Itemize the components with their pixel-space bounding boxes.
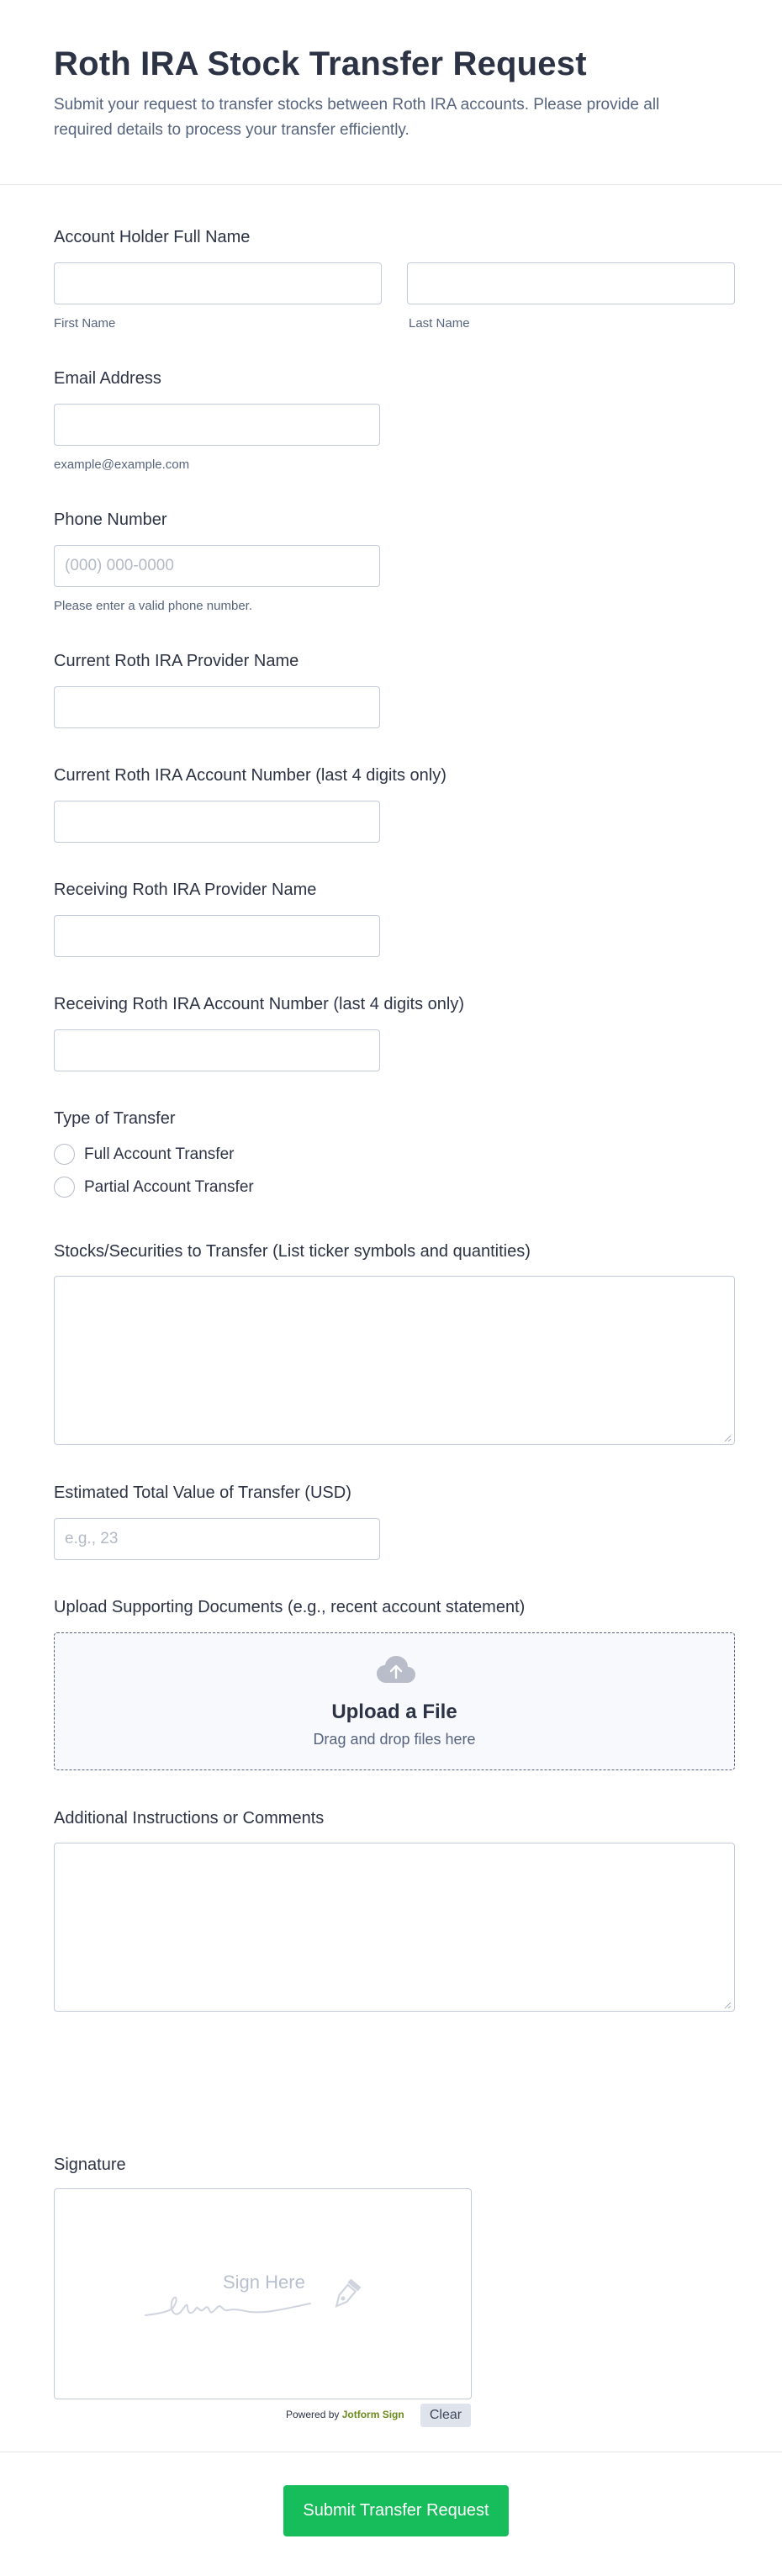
radio-option-label: Partial Account Transfer xyxy=(84,1177,254,1196)
receiving-provider-field xyxy=(54,880,390,964)
first-name-input[interactable] xyxy=(54,262,382,304)
radio-option-label: Full Account Transfer xyxy=(84,1145,235,1163)
last-name-input[interactable] xyxy=(407,262,735,304)
last-name-sublabel: Last Name xyxy=(409,316,470,331)
estimated-value-field xyxy=(54,1483,474,1567)
resize-grip-icon[interactable] xyxy=(723,2001,732,2009)
current-provider-label: Current Roth IRA Provider Name xyxy=(54,652,299,670)
upload-title: Upload a File xyxy=(331,1701,457,1723)
upload-field xyxy=(54,1597,737,1774)
radio-option-full[interactable] xyxy=(54,1144,234,1165)
file-dropzone[interactable] xyxy=(54,1632,735,1770)
transfer-type-label: Type of Transfer xyxy=(54,1109,176,1128)
email-label: Email Address xyxy=(54,369,161,388)
powered-prefix: Powered by xyxy=(286,2409,340,2420)
comments-field xyxy=(54,1808,737,2014)
full-name-label: Account Holder Full Name xyxy=(54,228,251,246)
powered-brand: Jotform Sign xyxy=(341,2409,404,2420)
signature-label: Signature xyxy=(54,2155,126,2174)
receiving-provider-label: Receiving Roth IRA Provider Name xyxy=(54,881,317,899)
signature-field xyxy=(54,2155,491,2424)
email-input[interactable] xyxy=(54,404,380,446)
phone-sublabel: Please enter a valid phone number. xyxy=(54,599,252,613)
receiving-account-label: Receiving Roth IRA Account Number (last 4 digits only) xyxy=(54,995,464,1013)
phone-label: Phone Number xyxy=(54,510,167,529)
comments-textarea[interactable] xyxy=(54,1843,735,2012)
current-provider-input[interactable] xyxy=(54,686,380,728)
resize-grip-icon[interactable] xyxy=(723,1434,732,1442)
receiving-account-field xyxy=(54,994,558,1078)
phone-input[interactable] xyxy=(54,545,380,587)
radio-option-partial[interactable] xyxy=(54,1177,254,1198)
page-title: Roth IRA Stock Transfer Request xyxy=(54,45,587,82)
signature-scribble-icon xyxy=(142,2275,386,2325)
receiving-provider-input[interactable] xyxy=(54,915,380,957)
clear-signature-button[interactable]: Clear xyxy=(420,2404,471,2427)
comments-label: Additional Instructions or Comments xyxy=(54,1809,325,1828)
stocks-label: Stocks/Securities to Transfer (List ticker symbols and quantities) xyxy=(54,1242,531,1261)
email-sublabel: example@example.com xyxy=(54,458,190,472)
email-field xyxy=(54,368,390,478)
upload-label: Upload Supporting Documents (e.g., recent account statement) xyxy=(54,1598,526,1616)
powered-by-text xyxy=(286,2409,404,2420)
estimated-value-label: Estimated Total Value of Transfer (USD) xyxy=(54,1484,351,1502)
first-name-sublabel: First Name xyxy=(54,316,116,331)
current-provider-field xyxy=(54,651,390,735)
current-account-field xyxy=(54,765,558,849)
estimated-value-input[interactable] xyxy=(54,1518,380,1560)
radio-button[interactable] xyxy=(54,1177,75,1198)
cloud-upload-icon xyxy=(376,1655,416,1684)
page-subtitle: Submit your request to transfer stocks between Roth IRA accounts. Please provide all required details to process your transfer efficiently. xyxy=(54,96,660,139)
current-account-input[interactable] xyxy=(54,801,380,843)
transfer-type-field xyxy=(54,1108,390,1201)
submit-button[interactable]: Submit Transfer Request xyxy=(283,2485,509,2536)
phone-field xyxy=(54,510,390,619)
signature-pad[interactable] xyxy=(54,2188,472,2399)
form-header xyxy=(0,0,782,185)
current-account-label: Current Roth IRA Account Number (last 4 digits only) xyxy=(54,766,446,785)
stocks-field xyxy=(54,1241,737,1447)
stocks-textarea[interactable] xyxy=(54,1276,735,1445)
upload-hint: Drag and drop files here xyxy=(313,1731,476,1748)
radio-button[interactable] xyxy=(54,1144,75,1165)
sign-here-text: Sign Here xyxy=(223,2272,305,2293)
receiving-account-input[interactable] xyxy=(54,1029,380,1071)
full-name-field xyxy=(54,227,737,336)
